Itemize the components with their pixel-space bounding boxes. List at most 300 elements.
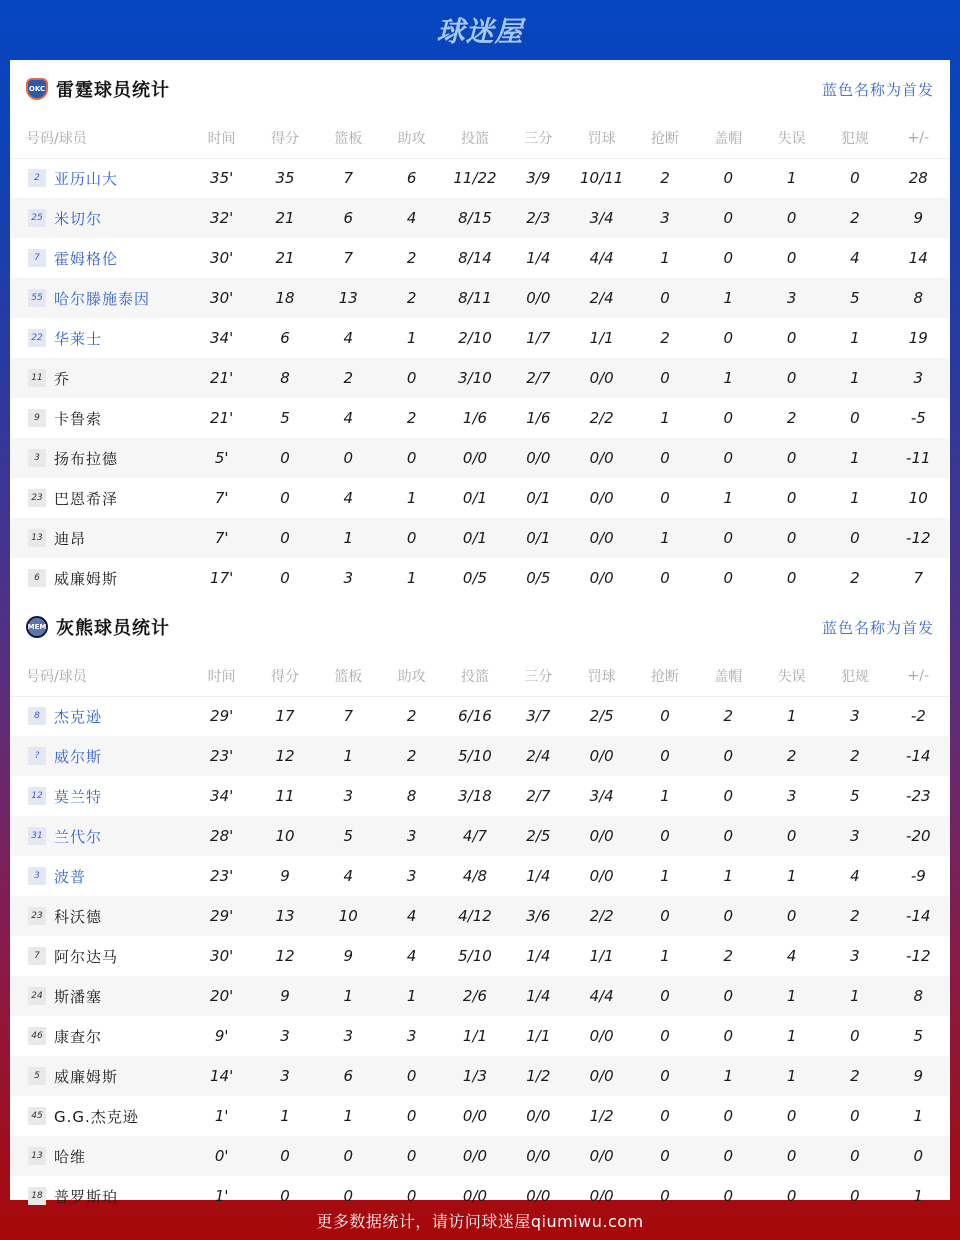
jersey-number: 22: [28, 329, 46, 347]
stat-cell: 2/4: [507, 736, 570, 776]
stat-cell: 7': [190, 518, 253, 558]
player-cell[interactable]: [10, 518, 190, 558]
table-row[interactable]: [10, 518, 950, 558]
player-name[interactable]: 科沃德: [54, 907, 103, 926]
stat-cell: 1/6: [526, 409, 551, 427]
table-row[interactable]: [10, 1136, 950, 1176]
stat-cell: 0/0: [570, 438, 633, 478]
stat-cell: 17': [210, 569, 234, 587]
jersey-number: 45: [28, 1107, 46, 1125]
stat-cell: 1/4: [526, 249, 551, 267]
team-logo-icon: MEM: [26, 616, 48, 638]
stat-cell: 5: [317, 816, 380, 856]
brand-header: [0, 0, 960, 60]
column-header[interactable]: 篮板: [317, 118, 380, 158]
player-name[interactable]: 威尔斯: [54, 747, 103, 766]
stat-cell: 0: [723, 409, 734, 427]
column-header[interactable]: 三分: [507, 656, 570, 696]
stat-cell: 0/0: [507, 438, 570, 478]
stat-cell: 1/4: [507, 976, 570, 1016]
player-cell[interactable]: [10, 438, 190, 478]
player-name[interactable]: 乔: [54, 369, 71, 388]
column-header[interactable]: +/-: [887, 118, 950, 158]
stat-cell: 0: [786, 329, 797, 347]
stat-cell: 1/7: [526, 329, 551, 347]
stat-cell: 5/10: [443, 736, 506, 776]
stat-cell: 3: [343, 569, 354, 587]
stat-cell: 3: [887, 358, 950, 398]
stat-cell: 3: [343, 1027, 354, 1045]
stat-cell: 0: [253, 1136, 316, 1176]
stat-cell: 1: [317, 736, 380, 776]
section-title-text: 灰熊球员统计: [56, 618, 170, 639]
stat-cell: 2: [723, 707, 734, 726]
stat-cell: 7: [343, 249, 354, 267]
table-row[interactable]: [10, 238, 950, 278]
player-name[interactable]: 迪昂: [54, 529, 87, 548]
stat-cell: 1/4: [526, 867, 551, 885]
stat-cell: 1/1: [589, 329, 614, 347]
stat-cell: 0/0: [589, 489, 614, 507]
table-row[interactable]: [10, 776, 950, 816]
column-header[interactable]: 失误: [760, 118, 823, 158]
stat-cell: 1: [317, 976, 380, 1016]
stat-cell: 2/7: [526, 787, 551, 805]
table-row[interactable]: [10, 1096, 950, 1136]
stat-cell: 0: [850, 1107, 860, 1125]
column-header[interactable]: 盖帽: [697, 118, 760, 158]
jersey-number: 7: [28, 249, 46, 267]
stat-cell: 0: [633, 358, 696, 398]
stat-cell: 1: [406, 569, 417, 587]
stat-cell: 21: [275, 249, 295, 267]
table-row[interactable]: [10, 358, 950, 398]
stat-cell: 1: [697, 278, 760, 318]
stat-cell: 28': [190, 816, 253, 856]
player-cell[interactable]: [10, 478, 190, 518]
stat-cell: 3: [253, 1056, 316, 1096]
stat-cell: 0/0: [443, 1136, 506, 1176]
jersey-number: 2: [28, 169, 46, 187]
column-header[interactable]: +/-: [887, 656, 950, 696]
stats-table: [10, 656, 950, 1216]
stat-cell: 0: [823, 518, 886, 558]
column-header[interactable]: 得分: [253, 118, 316, 158]
stat-cell: 1: [697, 1056, 760, 1096]
jersey-number: 8: [28, 707, 46, 725]
stat-cell: -5: [910, 409, 926, 427]
stat-cell: 1: [343, 1107, 354, 1125]
stat-cell: 0: [697, 198, 760, 238]
stat-cell: 1/1: [589, 947, 614, 965]
stat-cell: 1: [406, 489, 417, 507]
player-cell[interactable]: [10, 736, 190, 776]
stat-cell: 12: [275, 947, 295, 965]
stat-cell: 1: [760, 976, 823, 1016]
stat-cell: 5: [823, 278, 886, 318]
stat-cell: 0: [760, 198, 823, 238]
column-header[interactable]: 罚球: [570, 656, 633, 696]
stat-cell: 5/10: [458, 947, 492, 965]
stat-cell: 0: [633, 976, 696, 1016]
stat-cell: 1: [723, 489, 734, 507]
column-header[interactable]: 篮板: [317, 656, 380, 696]
footer-banner: [0, 1200, 960, 1240]
table-row[interactable]: [10, 696, 950, 736]
stat-cell: 4: [406, 947, 417, 965]
player-cell[interactable]: [10, 398, 190, 438]
table-row[interactable]: [10, 558, 950, 598]
stat-cell: 1/1: [462, 1027, 488, 1045]
stat-cell: 0: [633, 438, 696, 478]
stat-cell: 2: [823, 198, 886, 238]
stat-cell: 0: [660, 489, 670, 507]
stat-cell: 4: [343, 867, 354, 885]
stat-cell: 3: [406, 1027, 417, 1045]
player-cell[interactable]: [10, 976, 190, 1016]
table-row[interactable]: [10, 896, 950, 936]
stat-cell: 3/18: [458, 787, 492, 805]
stat-cell: 3: [823, 816, 886, 856]
stat-cell: 0: [760, 358, 823, 398]
stat-cell: 3/7: [526, 707, 551, 726]
stat-cell: 0: [723, 169, 734, 188]
stat-cell: 13: [317, 278, 380, 318]
player-name[interactable]: 莫兰特: [54, 787, 103, 806]
player-name[interactable]: 斯潘塞: [54, 987, 103, 1006]
stat-cell: 1: [660, 249, 670, 267]
stat-cell: 0: [697, 736, 760, 776]
column-header[interactable]: 抢断: [633, 118, 696, 158]
stat-cell: 1: [380, 976, 443, 1016]
stat-cell: 8/15: [443, 198, 506, 238]
stat-cell: 0: [760, 896, 823, 936]
stat-cell: 3/6: [507, 896, 570, 936]
stat-cell: 1': [214, 1107, 229, 1125]
brand-logo: 球迷屋: [436, 15, 524, 48]
stat-cell: 0/0: [589, 1187, 614, 1205]
stat-cell: 3: [343, 787, 354, 805]
column-header[interactable]: 时间: [190, 656, 253, 696]
player-cell[interactable]: [10, 358, 190, 398]
stat-cell: 0: [343, 1187, 354, 1205]
stat-cell: 0: [660, 1027, 670, 1045]
column-header[interactable]: 盖帽: [697, 656, 760, 696]
stats-table: [10, 118, 950, 598]
player-name[interactable]: 卡鲁索: [54, 409, 103, 428]
stat-cell: 2: [760, 736, 823, 776]
stat-cell: 0/1: [526, 489, 551, 507]
stat-cell: 0: [280, 489, 290, 507]
stat-cell: 6: [280, 329, 290, 347]
stat-cell: 23': [210, 867, 234, 885]
table-row[interactable]: [10, 736, 950, 776]
player-cell[interactable]: [10, 1096, 190, 1136]
jersey-number: 31: [28, 827, 46, 845]
stat-cell: 0/0: [462, 1107, 488, 1125]
stat-cell: 4: [343, 409, 354, 427]
stat-cell: 0/0: [589, 569, 614, 587]
player-name[interactable]: 威廉姆斯: [54, 1067, 119, 1086]
stat-cell: 21': [190, 358, 253, 398]
stat-cell: 1: [317, 518, 380, 558]
player-cell[interactable]: [10, 1056, 190, 1096]
stat-cell: 0: [380, 1056, 443, 1096]
table-row[interactable]: [10, 1056, 950, 1096]
player-cell[interactable]: [10, 278, 190, 318]
stat-cell: 0': [190, 1136, 253, 1176]
stat-cell: 0/0: [570, 736, 633, 776]
stat-cell: 0: [850, 1027, 860, 1045]
stat-cell: 1/3: [443, 1056, 506, 1096]
stat-cell: 30': [210, 947, 234, 965]
player-cell[interactable]: [10, 896, 190, 936]
stat-cell: -11: [887, 438, 950, 478]
stat-cell: 0: [697, 896, 760, 936]
player-name[interactable]: 杰克逊: [54, 707, 103, 726]
stat-cell: 2: [660, 329, 670, 347]
stat-cell: 3: [850, 947, 860, 965]
stat-cell: 2/3: [507, 198, 570, 238]
stat-cell: 2: [723, 947, 734, 965]
stat-cell: 30': [210, 249, 234, 267]
stat-cell: 0/0: [570, 358, 633, 398]
stat-cell: 0: [697, 518, 760, 558]
stat-cell: 0: [786, 1107, 797, 1125]
stat-cell: 2/7: [507, 358, 570, 398]
column-header[interactable]: 失误: [760, 656, 823, 696]
stat-cell: 2: [406, 707, 417, 726]
stat-cell: 34': [210, 787, 234, 805]
stat-cell: -14: [887, 896, 950, 936]
stat-cell: 0: [380, 438, 443, 478]
player-name[interactable]: 亚历山大: [54, 169, 119, 188]
stat-cell: 0: [633, 1136, 696, 1176]
player-name[interactable]: 康查尔: [54, 1027, 103, 1046]
player-name[interactable]: 霍姆格伦: [54, 249, 119, 268]
stat-cell: 0: [280, 1187, 290, 1205]
stat-cell: 3/10: [443, 358, 506, 398]
stat-cell: 1/1: [526, 1027, 551, 1045]
stat-cell: 0/0: [570, 1136, 633, 1176]
player-cell[interactable]: [10, 936, 190, 976]
table-row[interactable]: [10, 856, 950, 896]
stat-cell: 2: [850, 569, 860, 587]
column-header[interactable]: 助攻: [380, 118, 443, 158]
stat-cell: 11/22: [453, 169, 497, 188]
player-cell[interactable]: [10, 1136, 190, 1176]
player-name[interactable]: 哈维: [54, 1147, 87, 1166]
stat-cell: 35: [275, 169, 295, 188]
table-row[interactable]: [10, 976, 950, 1016]
player-name[interactable]: 普罗斯珀: [54, 1187, 119, 1206]
stat-cell: 8: [887, 976, 950, 1016]
stat-cell: 0: [660, 569, 670, 587]
section-header: [10, 598, 950, 656]
column-header[interactable]: 号码/球员: [10, 656, 190, 696]
player-name[interactable]: 巴恩希泽: [54, 489, 119, 508]
column-header[interactable]: 号码/球员: [10, 118, 190, 158]
stat-cell: 1: [633, 518, 696, 558]
stat-cell: 12: [253, 736, 316, 776]
stat-cell: 7: [343, 169, 354, 188]
stat-cell: 4/12: [443, 896, 506, 936]
table-header-row: [10, 118, 950, 158]
stat-cell: 28: [908, 169, 928, 188]
table-row[interactable]: [10, 816, 950, 856]
player-cell[interactable]: [10, 158, 190, 198]
stat-cell: 17: [275, 707, 295, 726]
stat-cell: 9: [280, 867, 290, 885]
column-header[interactable]: 助攻: [380, 656, 443, 696]
player-cell[interactable]: [10, 816, 190, 856]
table-row[interactable]: [10, 1016, 950, 1056]
section-title: [26, 614, 170, 640]
stat-cell: 4: [343, 329, 354, 347]
stat-cell: 8/11: [443, 278, 506, 318]
player-cell[interactable]: [10, 856, 190, 896]
table-row[interactable]: [10, 398, 950, 438]
stat-cell: 2: [786, 409, 797, 427]
column-header[interactable]: 时间: [190, 118, 253, 158]
stat-cell: 8: [253, 358, 316, 398]
stat-cell: 0: [697, 816, 760, 856]
column-header[interactable]: 三分: [507, 118, 570, 158]
player-name[interactable]: 扬布拉德: [54, 449, 119, 468]
stat-cell: 0: [723, 787, 734, 805]
player-name[interactable]: 华莱士: [54, 329, 103, 348]
stat-cell: -20: [887, 816, 950, 856]
jersey-number: 25: [28, 209, 46, 227]
stat-cell: 0/1: [443, 518, 506, 558]
table-row[interactable]: [10, 198, 950, 238]
stat-cell: 0: [406, 1107, 417, 1125]
player-name[interactable]: 威廉姆斯: [54, 569, 119, 588]
stat-cell: -23: [906, 787, 931, 805]
stat-cell: 7': [214, 489, 229, 507]
column-header[interactable]: 投篮: [443, 118, 506, 158]
stat-cell: 3: [850, 707, 860, 726]
stat-cell: 6: [317, 1056, 380, 1096]
stat-cell: 1: [697, 358, 760, 398]
stat-cell: 2: [823, 736, 886, 776]
stat-cell: 0: [760, 816, 823, 856]
stat-cell: 29': [190, 896, 253, 936]
stat-cell: 1: [823, 438, 886, 478]
stat-cell: 8/14: [458, 249, 492, 267]
stat-cell: 0: [380, 358, 443, 398]
stat-cell: 5': [190, 438, 253, 478]
table-row[interactable]: [10, 438, 950, 478]
player-name[interactable]: 波普: [54, 867, 87, 886]
team-logo-icon: OKC: [26, 78, 48, 100]
jersey-number: 6: [28, 569, 46, 587]
stat-cell: 0: [633, 278, 696, 318]
player-cell[interactable]: [10, 198, 190, 238]
column-header[interactable]: 犯规: [823, 656, 886, 696]
stat-cell: 4: [850, 867, 860, 885]
stat-cell: 1: [760, 1056, 823, 1096]
stat-cell: 4: [786, 947, 797, 965]
table-header-row: [10, 656, 950, 696]
stat-cell: 21: [253, 198, 316, 238]
stat-cell: 4/7: [443, 816, 506, 856]
stat-cell: 0: [887, 1136, 950, 1176]
jersey-number: 7: [28, 947, 46, 965]
stat-cell: 1: [823, 976, 886, 1016]
stat-cell: 3/4: [589, 787, 614, 805]
player-cell[interactable]: [10, 238, 190, 278]
player-name[interactable]: 阿尔达马: [54, 947, 119, 966]
column-header[interactable]: 抢断: [633, 656, 696, 696]
table-row[interactable]: [10, 936, 950, 976]
stat-cell: 18: [253, 278, 316, 318]
column-header[interactable]: 罚球: [570, 118, 633, 158]
stat-cell: 1: [723, 867, 734, 885]
stat-cell: 2/2: [570, 896, 633, 936]
jersey-number: 9: [28, 409, 46, 427]
player-name[interactable]: 兰代尔: [54, 827, 103, 846]
column-header[interactable]: 得分: [253, 656, 316, 696]
column-header[interactable]: 犯规: [823, 118, 886, 158]
stat-cell: 2/5: [507, 816, 570, 856]
stat-cell: 0: [850, 1187, 860, 1205]
column-header[interactable]: 投篮: [443, 656, 506, 696]
stat-cell: 1/2: [589, 1107, 614, 1125]
stat-cell: 0: [723, 249, 734, 267]
stat-cell: 3: [280, 1027, 290, 1045]
table-row[interactable]: [10, 318, 950, 358]
player-cell[interactable]: [10, 1016, 190, 1056]
stat-cell: 0: [823, 1136, 886, 1176]
stat-cell: 7: [913, 569, 924, 587]
player-cell[interactable]: [10, 696, 190, 736]
stat-cell: -12: [887, 518, 950, 558]
stat-cell: 0: [633, 896, 696, 936]
table-row[interactable]: [10, 478, 950, 518]
table-row[interactable]: [10, 158, 950, 198]
stat-cell: 0: [633, 736, 696, 776]
starter-legend: 蓝色名称为首发: [821, 80, 934, 99]
stat-cell: 0: [723, 1027, 734, 1045]
stat-cell: 0: [317, 1136, 380, 1176]
player-name[interactable]: 哈尔滕施泰因: [54, 289, 151, 308]
stat-cell: 2: [823, 896, 886, 936]
stat-cell: 13: [253, 896, 316, 936]
player-cell[interactable]: [10, 318, 190, 358]
jersey-number: 23: [28, 489, 46, 507]
player-name[interactable]: G.G.杰克逊: [54, 1107, 139, 1126]
stat-cell: 2: [317, 358, 380, 398]
stat-cell: 2/5: [589, 707, 614, 726]
table-row[interactable]: [10, 278, 950, 318]
stat-cell: 8: [406, 787, 417, 805]
player-cell[interactable]: [10, 558, 190, 598]
stat-cell: 3: [406, 867, 417, 885]
stat-cell: 11: [275, 787, 295, 805]
stat-cell: 3/9: [526, 169, 551, 188]
stat-cell: 2: [380, 736, 443, 776]
stat-cell: 0/1: [462, 489, 488, 507]
stat-cell: 1/2: [507, 1056, 570, 1096]
jersey-number: 11: [28, 369, 46, 387]
stat-cell: 0/0: [589, 867, 614, 885]
stat-cell: 0/0: [507, 1136, 570, 1176]
player-name[interactable]: 米切尔: [54, 209, 103, 228]
stat-cell: 0: [723, 1187, 734, 1205]
player-cell[interactable]: [10, 776, 190, 816]
stat-cell: 0/0: [507, 278, 570, 318]
